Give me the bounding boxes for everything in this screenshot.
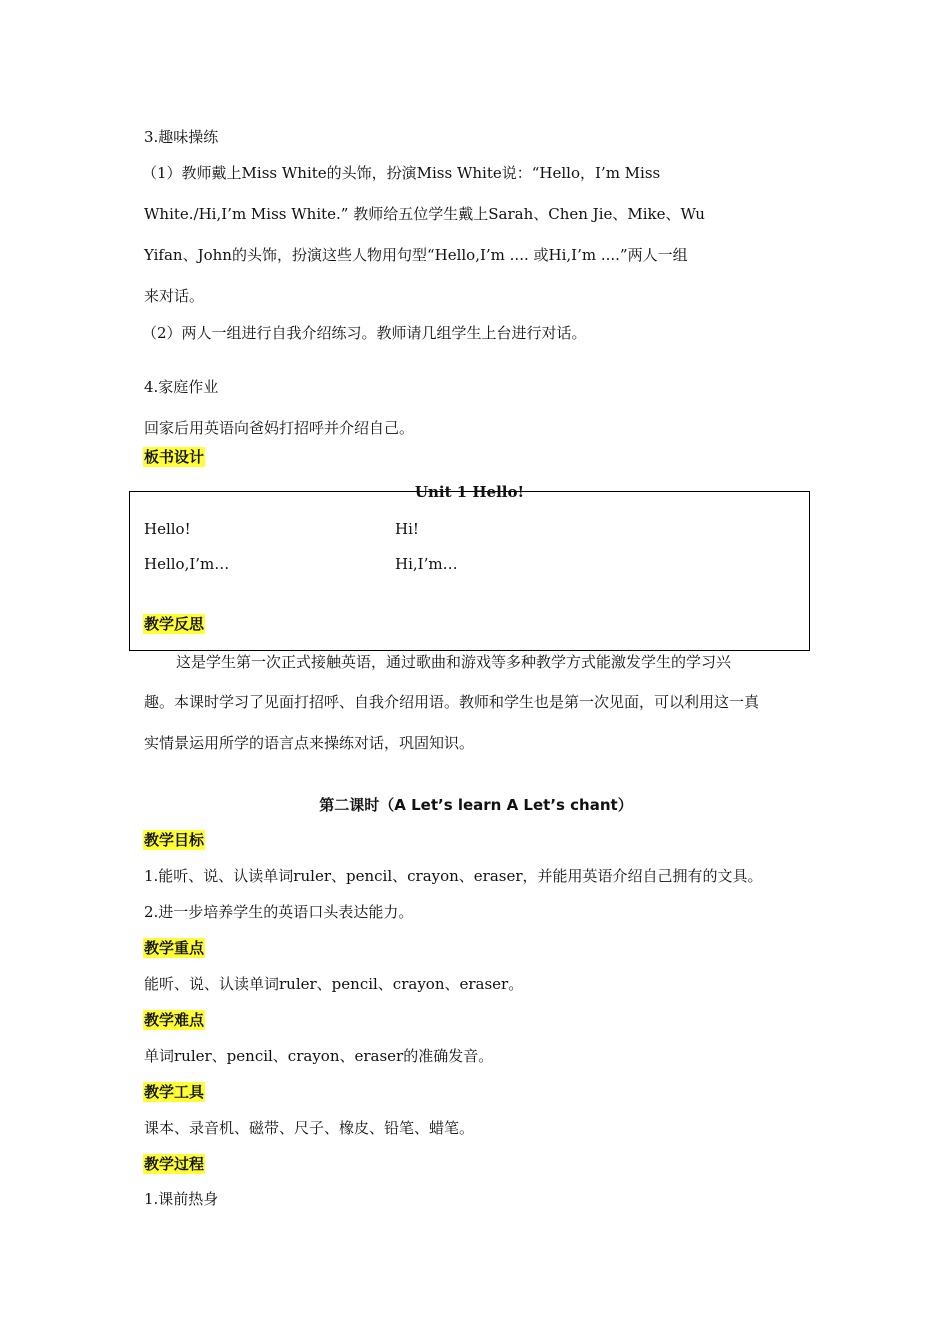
board-left-line-2: Hello,I’m… [144, 555, 230, 573]
board-title: Unit 1 Hello! [414, 483, 525, 501]
reflection-line-1: 这是学生第一次正式接触英语，通过歌曲和游戏等多种教学方式能激发学生的学习兴 [176, 653, 732, 671]
section-4-text: 回家后用英语向爸妈打招呼并介绍自己。 [144, 419, 415, 437]
section-3-paragraph-1-line-1: （1）教师戴上Miss White的头饰，扮演Miss White说：“Hello，I’m Miss [142, 164, 661, 182]
teaching-tools-heading: 教学工具 [144, 1083, 205, 1101]
reflection-line-3: 实情景运用所学的语言点来操练对话，巩固知识。 [144, 734, 475, 752]
board-design-heading: 板书设计 [144, 448, 205, 466]
reflection-line-2: 趣。本课时学习了见面打招呼、自我介绍用语。教师和学生也是第一次见面，可以利用这一真 [144, 693, 760, 711]
difficult-points-heading: 教学难点 [144, 1011, 205, 1029]
difficult-points-text: 单词ruler、pencil、crayon、eraser的准确发音。 [144, 1047, 494, 1065]
board-right-line-1: Hi! [395, 520, 419, 538]
board-design-box [129, 491, 810, 651]
board-right-line-2: Hi,I’m… [395, 555, 458, 573]
teaching-tools-text: 课本、录音机、磁带、尺子、橡皮、铅笔、蜡笔。 [144, 1119, 475, 1137]
teaching-goals-heading: 教学目标 [144, 831, 205, 849]
section-3-paragraph-1-line-3: Yifan、John的头饰，扮演这些人物用句型“Hello,I’m .... 或Hi,I’m ....”两人一组 [144, 246, 688, 264]
reflection-heading: 教学反思 [144, 615, 205, 633]
key-points-text: 能听、说、认读单词ruler、pencil、crayon、eraser。 [144, 975, 524, 993]
key-points-heading: 教学重点 [144, 939, 205, 957]
section-3-paragraph-2: （2）两人一组进行自我介绍练习。教师请几组学生上台进行对话。 [142, 324, 587, 342]
teaching-process-step-1: 1.课前热身 [144, 1190, 219, 1208]
section-3-heading: 3.趣味操练 [144, 128, 219, 146]
section-4-heading: 4.家庭作业 [144, 378, 219, 396]
teaching-goal-2: 2.进一步培养学生的英语口头表达能力。 [144, 903, 414, 921]
section-3-paragraph-1-line-4: 来对话。 [144, 287, 205, 305]
teaching-goal-1: 1.能听、说、认读单词ruler、pencil、crayon、eraser，并能用英语介绍自己拥有的文具。 [144, 867, 763, 885]
teaching-process-heading: 教学过程 [144, 1155, 205, 1173]
section-3-paragraph-1-line-2: White./Hi,I’m Miss White.” 教师给五位学生戴上Sarah、Chen Jie、Mike、Wu [144, 205, 705, 223]
lesson-2-title: 第二课时（A Let’s learn A Let’s chant） [319, 796, 633, 814]
board-left-line-1: Hello! [144, 520, 191, 538]
